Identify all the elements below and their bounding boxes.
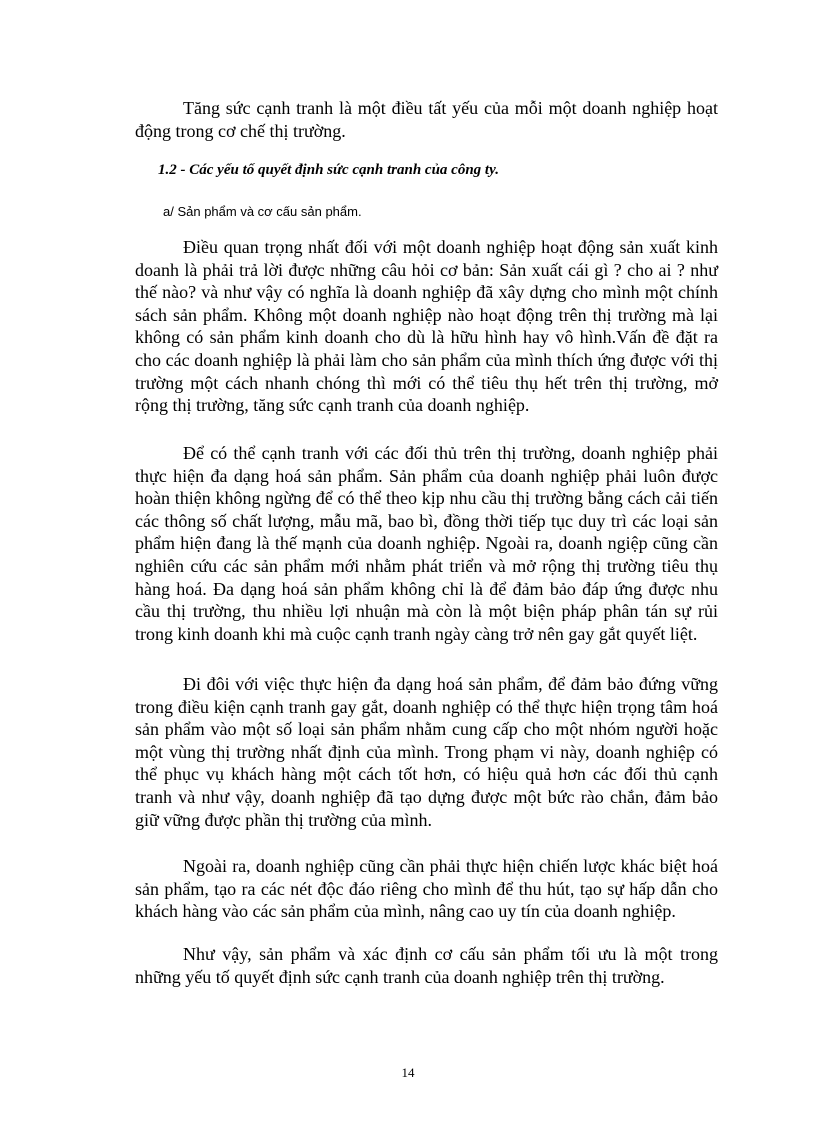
body-paragraph: Ngoài ra, doanh nghiệp cũng cần phải thực hiện chiến lược khác biệt hoá sản phẩm, tạo ra các nét độc đáo riêng cho mình để thu hút, tạo sự hấp dẫn cho khách hàng vào các sản phẩm của mình, nâng cao uy tín của doanh nghiệp. <box>135 856 718 922</box>
body-paragraph: Để có thể cạnh tranh với các đối thủ trên thị trường, doanh nghiệp phải thực hiện đa dạng hoá sản phẩm. Sản phẩm của doanh nghiệp phải luôn được hoàn thiện không ngừng để có thể theo kịp nhu cầu thị trường bằng cách cải tiến các thông số chất lượng, mẫu mã, bao bì, đồng thời tiếp tục duy trì các loại sản phẩm hiện đang là thế mạnh của doanh nghiệp. Ngoài ra, doanh ngiệp cũng cần nghiên cứu các sản phẩm mới nhằm phát triển và mở rộng thị trường tiêu thụ hàng hoá. Đa dạng hoá sản phẩm không chỉ là để đảm bảo đáp ứng được nhu cầu thị trường, thu nhiều lợi nhuận mà còn là một biện pháp phân tán sự rủi trong kinh doanh khi mà cuộc cạnh tranh ngày càng trở nên gay gắt quyết liệt. <box>135 443 718 644</box>
intro-paragraph: Tăng sức cạnh tranh là một điều tất yếu của mỗi một doanh nghiệp hoạt động trong cơ chế thị trường. <box>135 98 718 141</box>
body-paragraph: Đi đôi với việc thực hiện đa dạng hoá sản phẩm, để đảm bảo đứng vững trong điều kiện cạnh tranh gay gắt, doanh nghiệp có thể thực hiện trọng tâm hoá sản phẩm vào một số loại sản phẩm nhằm cung cấp cho một nhóm người hoặc một vùng thị trường nhất định của mình. Trong phạm vi này, doanh nghiệp có thể phục vụ khách hàng một cách tốt hơn, có hiệu quả hơn các đối thủ cạnh tranh và như vậy, doanh nghiệp đã tạo dựng được một bức rào chắn, đảm bảo giữ vững được phần thị trường của mình. <box>135 674 718 830</box>
section-heading: 1.2 - Các yếu tố quyết định sức cạnh tranh của công ty. <box>158 162 499 178</box>
body-paragraph: Như vậy, sản phẩm và xác định cơ cấu sản phẩm tối ưu là một trong những yếu tố quyết định sức cạnh tranh của doanh nghiệp trên thị trường. <box>135 944 718 987</box>
subsection-heading: a/ Sản phẩm và cơ cấu sản phẩm. <box>163 204 362 219</box>
page-number: 14 <box>401 1065 415 1080</box>
body-paragraph: Điều quan trọng nhất đối với một doanh nghiệp hoạt động sản xuất kinh doanh là phải trả lời được những câu hỏi cơ bản: Sản xuất cái gì ? cho ai ? như thế nào? và như vậy có nghĩa là doanh nghiệp đã xây dựng cho mình một chính sách sản phẩm. Không một doanh nghiệp nào hoạt động trên thị trường mà lại không có sản phẩm kinh doanh cho dù là hữu hình hay vô hình.Vấn đề đặt ra cho các doanh nghiệp là phải làm cho sản phẩm của mình thích ứng được với thị trường một cách nhanh chóng thì mới có thể tiêu thụ hết trên thị trường, mở rộng thị trường, tăng sức cạnh tranh của doanh nghiệp. <box>135 237 718 416</box>
